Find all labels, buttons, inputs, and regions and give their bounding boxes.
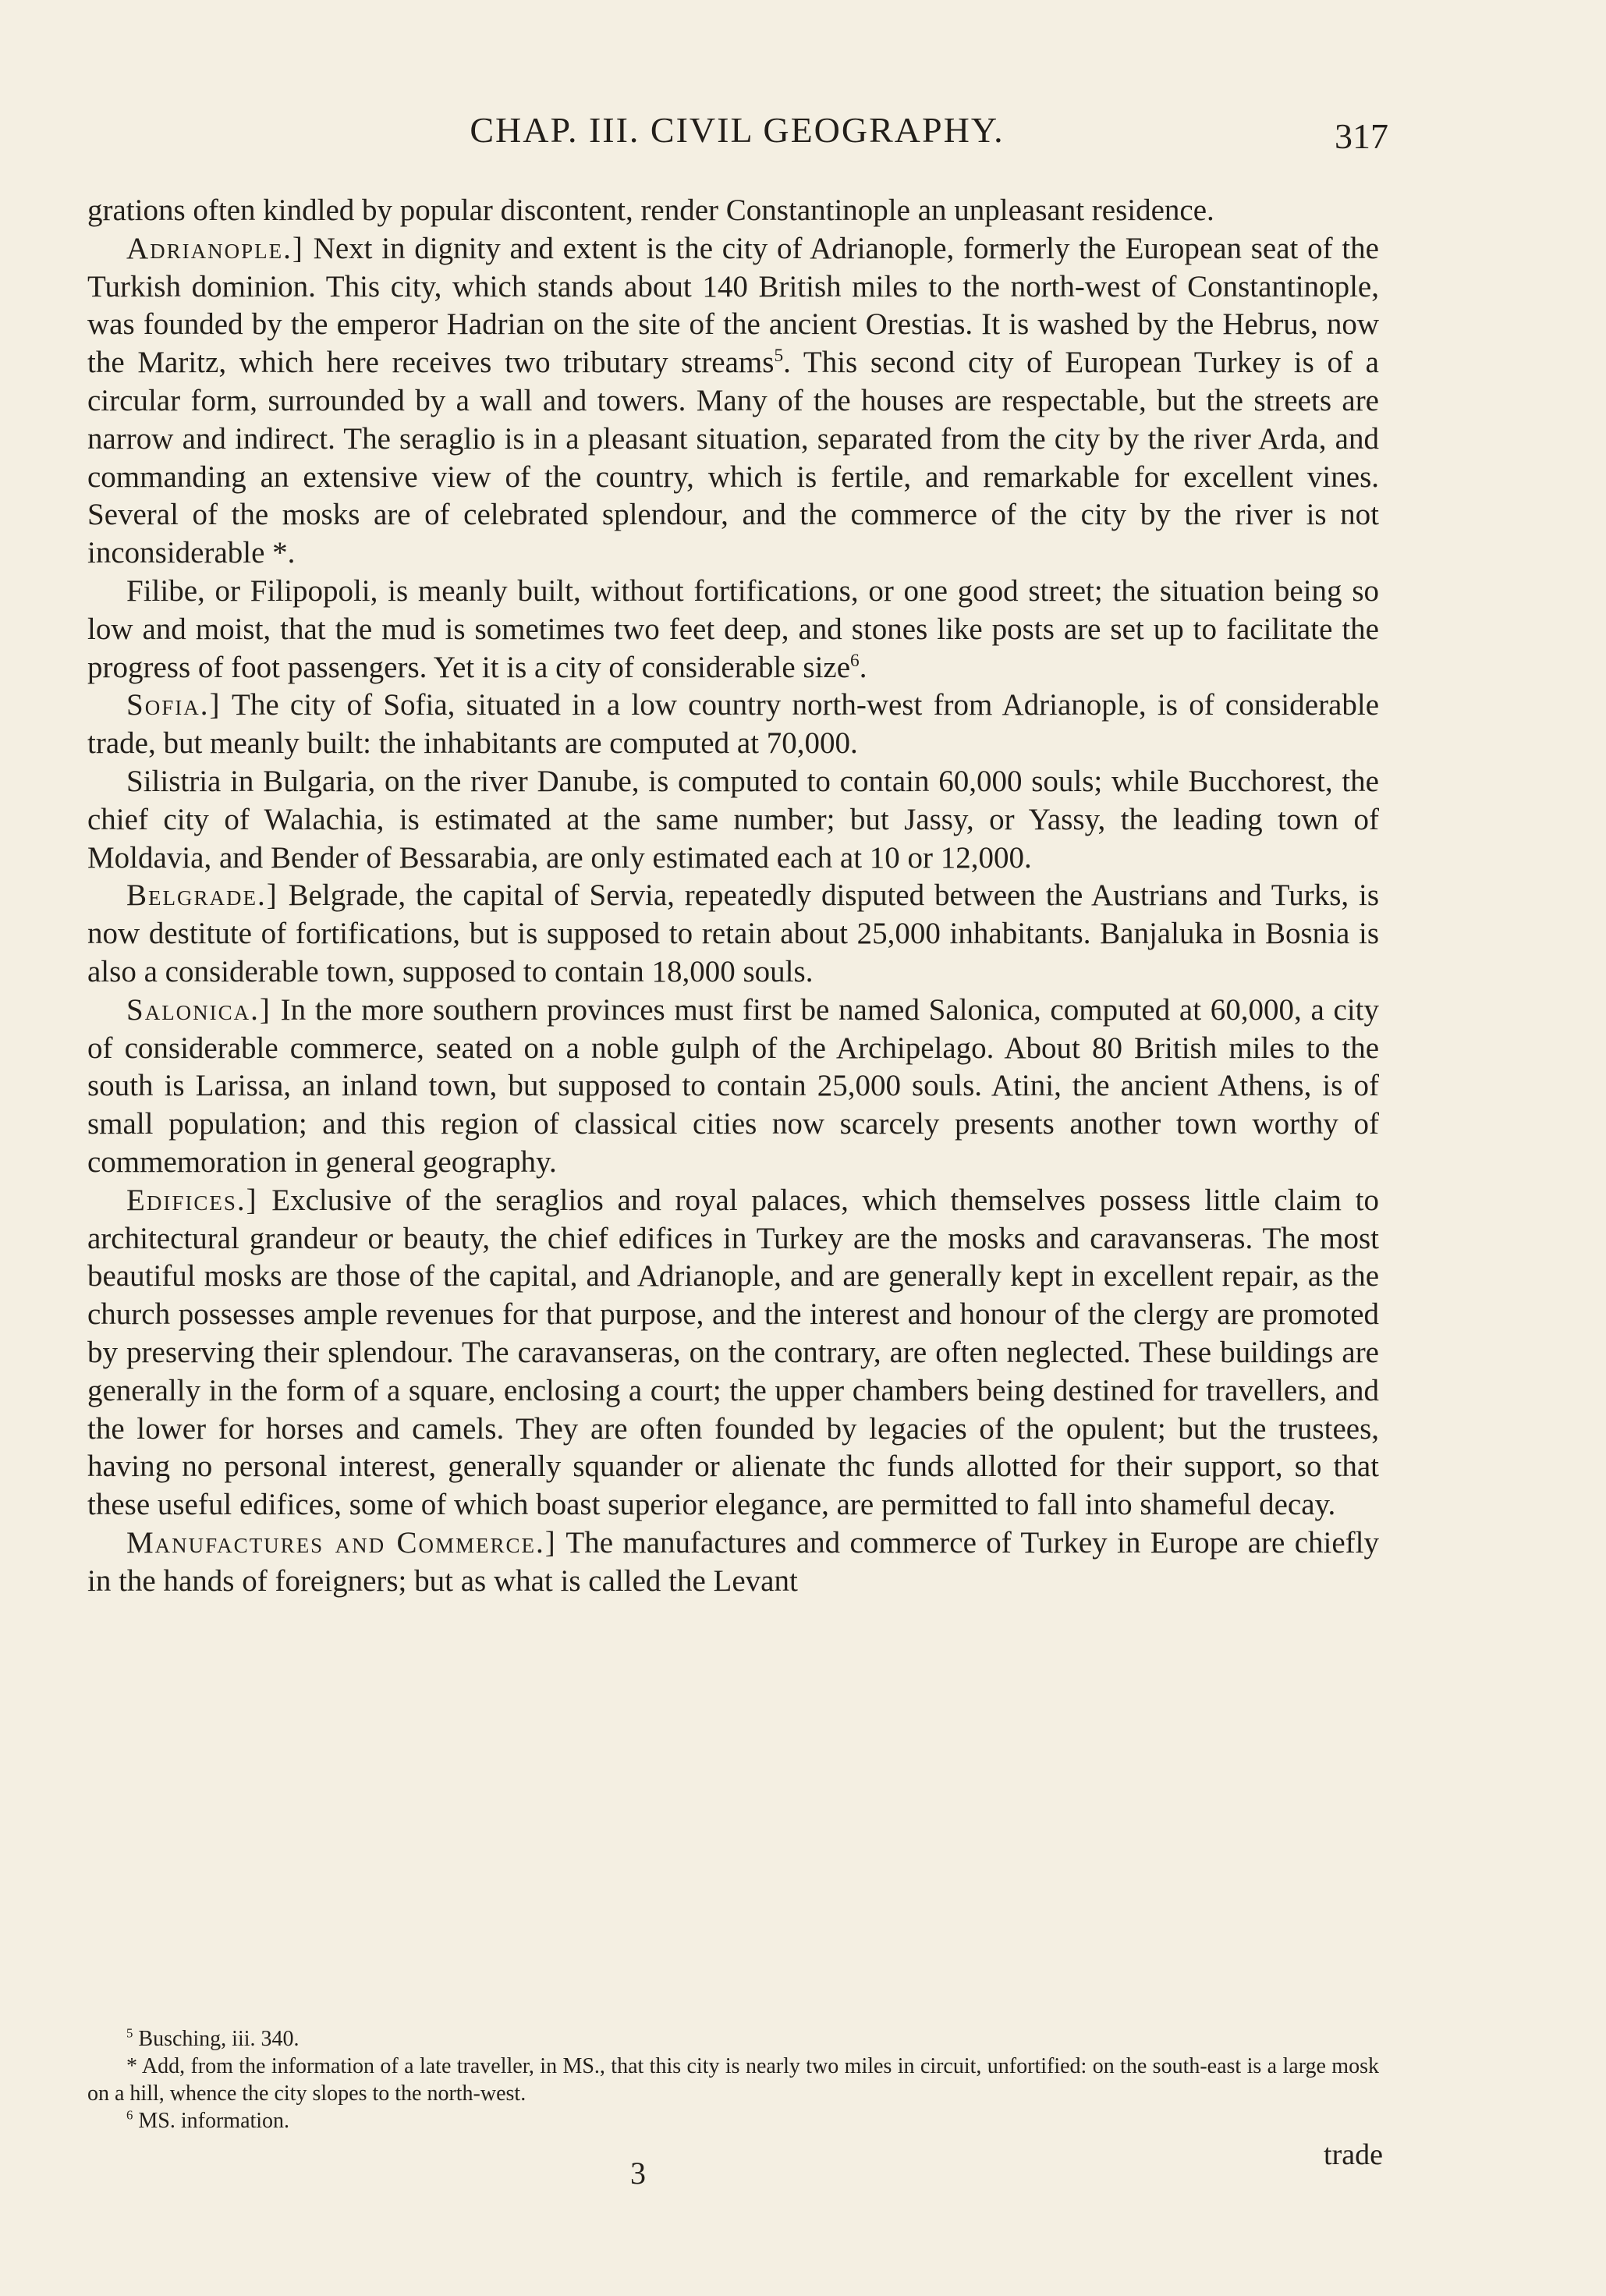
section-heading: Edifices.] — [126, 1183, 258, 1217]
paragraph-text: The manufactures and commerce of Turkey in Europe are chiefly in the hands of foreigners; but as what is called the Levant — [87, 1525, 1380, 1598]
page-header — [86, 109, 1388, 164]
footnote-text: MS. information. — [138, 2109, 290, 2133]
paragraph-text: . This second city of European Turkey is of a circular form, surrounded by a wall and towers. Many of the houses are respectable, but the streets are narrow and indirect. The seraglio is in a pleasant situation, separated from the city by the river Arda, and commanding an extensive view of the country, which is fertile, and remarkable for excellent vines. Several of the mosks are of celebrated splendour, and the commerce of the city by the river is not inconsiderable *. — [87, 346, 1379, 570]
paragraph-continuation — [87, 192, 1379, 230]
footnote-text: Add, from the information of a late traveller, in MS., that this city is nearly two miles in circuit, unfortified: on the south-east is a large mosk on a hill, whence the city slopes to the north-west. — [87, 2054, 1379, 2106]
paragraph-belgrade — [87, 877, 1379, 991]
paragraph-filibe — [87, 573, 1379, 687]
paragraph-text: . — [859, 650, 867, 684]
section-heading: Adrianople.] — [126, 231, 304, 265]
footnote — [87, 2107, 1379, 2135]
paragraph-text: In the more southern provinces must first be named Salonica, computed at 60,000, a city of considerable commerce, seated on a noble gulph of the Archipelago. About 80 British miles to the south is Larissa, an inland town, but supposed to contain 25,000 souls. Atini, the ancient Athens, is of small population; and this region of classical cities now scarcely presents another town worthy of commemoration in general geography. — [87, 992, 1380, 1179]
footnotes — [87, 2025, 1379, 2135]
footnote-mark: * — [126, 2054, 137, 2078]
section-heading: Manufactures and Commerce.] — [126, 1525, 557, 1560]
paragraph-sofia — [87, 687, 1379, 763]
paragraph-text: Exclusive of the seraglios and royal palaces, which themselves possess little claim to architectural grandeur or beauty, the chief edifices in Turkey are the mosks and caravanseras. The most beautiful mosks are those of the capital, and Adrianople, and are generally kept in excellent repair, as the church possesses ample revenues for that purpose, and the interest and honour of the clergy are promoted by preserving their splendour. The caravanseras, on the contrary, are often neglected. These buildings are generally in the form of a square, enclosing a court; the upper chambers being destined for travellers, and the lower for horses and camels. They are often founded by legacies of the opulent; but the trustees, having no personal interest, generally squander or alienate thc funds allotted for their support, so that these useful edifices, some of which boast superior elegance, are permitted to fall into shameful decay. — [87, 1183, 1380, 1522]
footnote-mark: 6 — [126, 2107, 133, 2123]
footnote-ref: 5 — [774, 346, 784, 367]
paragraph-text: Filibe, or Filipopoli, is meanly built, without fortifications, or one good street; the situation being so low and moist, that the mud is sometimes two feet deep, and stones like posts are set up to facilitate the progress of foot passengers. Yet it is a city of considerable size — [87, 573, 1379, 684]
paragraph-text: Belgrade, the capital of Servia, repeatedly disputed between the Austrians and Turks, is now destitute of fortifications, but is supposed to retain about 25,000 inhabitants. Banjaluka in Bosnia is also a considerable town, supposed to contain 18,000 souls. — [87, 878, 1380, 988]
paragraph-text: grations often kindled by popular discontent, render Constantinople an unpleasant residence. — [87, 193, 1214, 227]
footnote-ref: 6 — [850, 650, 860, 671]
paragraph-manufactures — [87, 1524, 1379, 1601]
footnote — [87, 2025, 1379, 2053]
paragraph-salonica — [87, 992, 1379, 1182]
running-title: CHAP. III. CIVIL GEOGRAPHY. — [470, 110, 1005, 150]
footnote-mark: 5 — [126, 2025, 133, 2041]
footnote-text: Busching, iii. 340. — [138, 2027, 300, 2051]
body-text — [87, 192, 1379, 1600]
paragraph-text: Next in dignity and extent is the city of Adrianople, formerly the European seat of the Turkish dominion. This city, which stands about 140 British miles to the north-west of Constantinople, was founded by the emperor Hadrian on the site of the ancient Orestias. It is washed by the Hebrus, now the Maritz, which here receives two tributary streams — [87, 231, 1379, 380]
paragraph-text: The city of Sofia, situated in a low country north-west from Adrianople, is of considerable trade, but meanly built: the inhabitants are computed at 70,000. — [87, 688, 1380, 761]
paragraph-text: Silistria in Bulgaria, on the river Danube, is computed to contain 60,000 souls; while Bucchorest, the chief city of Walachia, is estimated at the same number; but Jassy, or Yassy, the leading town of Moldavia, and Bender of Bessarabia, are only estimated each at 10 or 12,000. — [87, 764, 1379, 875]
catchword: trade — [1324, 2138, 1383, 2171]
paragraph-edifices — [87, 1182, 1379, 1524]
signature-mark: 3 — [630, 2156, 646, 2191]
paragraph-silistria — [87, 763, 1379, 877]
section-heading: Salonica.] — [126, 992, 271, 1027]
footnote — [87, 2053, 1379, 2107]
page-number: 317 — [1335, 116, 1388, 156]
paragraph-adrianople — [87, 230, 1379, 573]
section-heading: Belgrade.] — [126, 878, 278, 913]
section-heading: Sofia.] — [126, 688, 222, 722]
